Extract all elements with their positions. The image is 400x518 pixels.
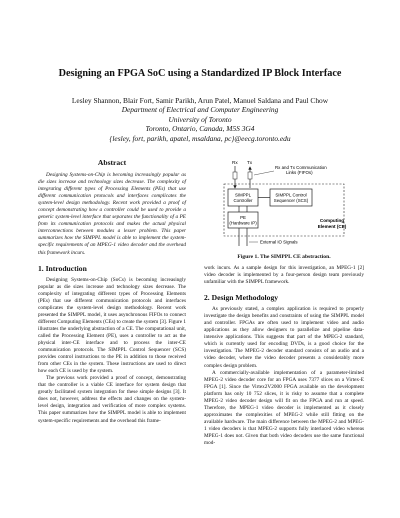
tx-label: Tx — [247, 160, 253, 165]
introduction-heading: 1. Introduction — [38, 263, 87, 273]
intro-paragraph-1: Designing Systems-on-Chip (SoCs) is becoming increasingly popular as die sizes increase and technology sizes decrease. The complexity of integrating different types of Processing Elements (PEs) that use different communication protocols and interfaces complicates the system-level design methodology. Recent work presented the SIMPPL model, it uses asynchronous FIFOs to connect different Computing Elements (CEs) to create the system [3]. Figure 1 illustrates the underlying abstraction of a CE. The computational unit, called the Processing Element (PE), uses a controller to act as the physical inter-CE interface and to process the inter-CE communication protocols. The SIMPPL Control Sequencer (SCS) provides control instructions to the PE in addition to those received from other CEs in the system. These instructions are used to direct how each CE is used by the system. — [38, 276, 186, 375]
fifo-label-line-2: Links (FIFOs) — [286, 170, 313, 175]
author-address: Toronto, Ontario, Canada, M5S 3G4 — [145, 124, 255, 134]
scs-label-2: Sequencer (SCS) — [273, 198, 309, 203]
controller-label-1: SIMPPL — [234, 192, 252, 198]
author-names: Lesley Shannon, Blair Fort, Samir Parikh, Arun Patel, Manuel Saldana and Paul Chow — [71, 96, 329, 105]
figure-1 — [204, 158, 364, 250]
fifo-callout-line — [254, 171, 274, 175]
abstract-text: Designing Systems-on-Chip is becoming increasingly popular as die sizes increase and technology sizes decrease. The complexity of integrating different types of Processing Elements (PEs) that use different communication protocols and interfaces complicates the system-level design methodology. Recent work provided a proof of concept demonstrating how a controller could be used to provide a generic system-level interface that separates the functionality of a PE from its communication protocols and makes the actual physical interconnections between modules a lesser problem. This paper summarizes how the SIMPPL model is able to implement the system-specific requirements of an MPEG-1 video decoder and the overhead this framework incurs. — [38, 172, 186, 256]
ce-label-1: Computing — [319, 218, 345, 223]
right-column — [204, 158, 364, 447]
io-label: External IO Signals — [260, 239, 298, 245]
author-email: {lesley, fort, parikh, apatel, msaldana, pc}@eecg.toronto.edu — [109, 133, 291, 143]
paper-title: Designing an FPGA SoC using a Standardized IP Block Interface — [58, 68, 342, 79]
pe-label-2: (Hardware IP) — [229, 220, 257, 226]
author-university: University of Toronto — [168, 114, 232, 124]
ce-label-2: Element (CE) — [317, 224, 347, 229]
section-2-paragraph-2: A commercially-available implementation of a parameter-limited MPEG-2 video decoder core for an FPGA uses 7377 slices on a Virtex-E FPGA [1]. Since the Virtex2V2000 FPGA available on the development platform has only 10 752 slices, it is risky to assume that a complete MPEG-2 video decoder design will fit on the FPGA and run at speed. Therefore, the MPEG-1 video decoder is implemented as it closely approximates the complexities of MPEG-2 while still fitting on the available hardware. The main difference between the MPEG-2 and MPEG-1 video decoders is that MPEG-2 supports fully interlaced video whereas MPEG-1 does not. Given that both video decoders use the same functional mod- — [204, 369, 364, 447]
tx-fifo-icon — [248, 172, 252, 179]
section-2-paragraph-1: As previously stated, a complex application is required to properly investigate the design benefits and constraints of using the SIMPPL model and controller. FPGAs are often used to implement video and audio applications as they allow designers to parallelize and pipeline data-intensive applications. This suggests that part of the MPEG-2 standard, which is currently used for encoding DVDs, is a good choice for the investigation. The MPEG-2 decoder standard consists of an audio and a video decoder, where the video decoder presents a considerably more complex design problem. — [204, 306, 364, 369]
rx-label: Rx — [232, 160, 238, 165]
author-block — [0, 96, 400, 143]
figure-1-caption: Figure 1. The SIMPPL CE abstraction. — [237, 254, 331, 260]
fifo-label-line-1: Rx and Tx Communication — [275, 165, 327, 170]
simppl-ce-diagram — [204, 158, 364, 250]
scs-label-1: SIMPPL Control — [275, 192, 307, 198]
intro-continuation: work incurs. As a sample design for this investigation, an MPEG-1 [2] video decoder is implemented by a four-person design team previously unfamiliar with the SIMPPL framework. — [204, 265, 364, 286]
abstract-heading: Abstract — [97, 158, 127, 167]
controller-label-2: Controller — [233, 198, 253, 203]
intro-paragraph-2: The previous work provided a proof of concept, demonstrating that the controller is a viable CE interface for system design that greatly facilitated system integration for these simple designs [3]. It does not, however, address the effects and changes on the system-level design, integration and verification of more complex systems. This paper summarizes how the SIMPPL model is able to implement system-specific requirements and the overhead this frame- — [38, 375, 186, 424]
left-column — [38, 158, 186, 425]
rx-fifo-icon — [233, 172, 237, 179]
author-department: Department of Electrical and Computer Engineering — [121, 105, 279, 115]
section-2-heading: 2. Design Methodology — [204, 293, 279, 303]
pe-label-1: PE — [240, 215, 246, 220]
